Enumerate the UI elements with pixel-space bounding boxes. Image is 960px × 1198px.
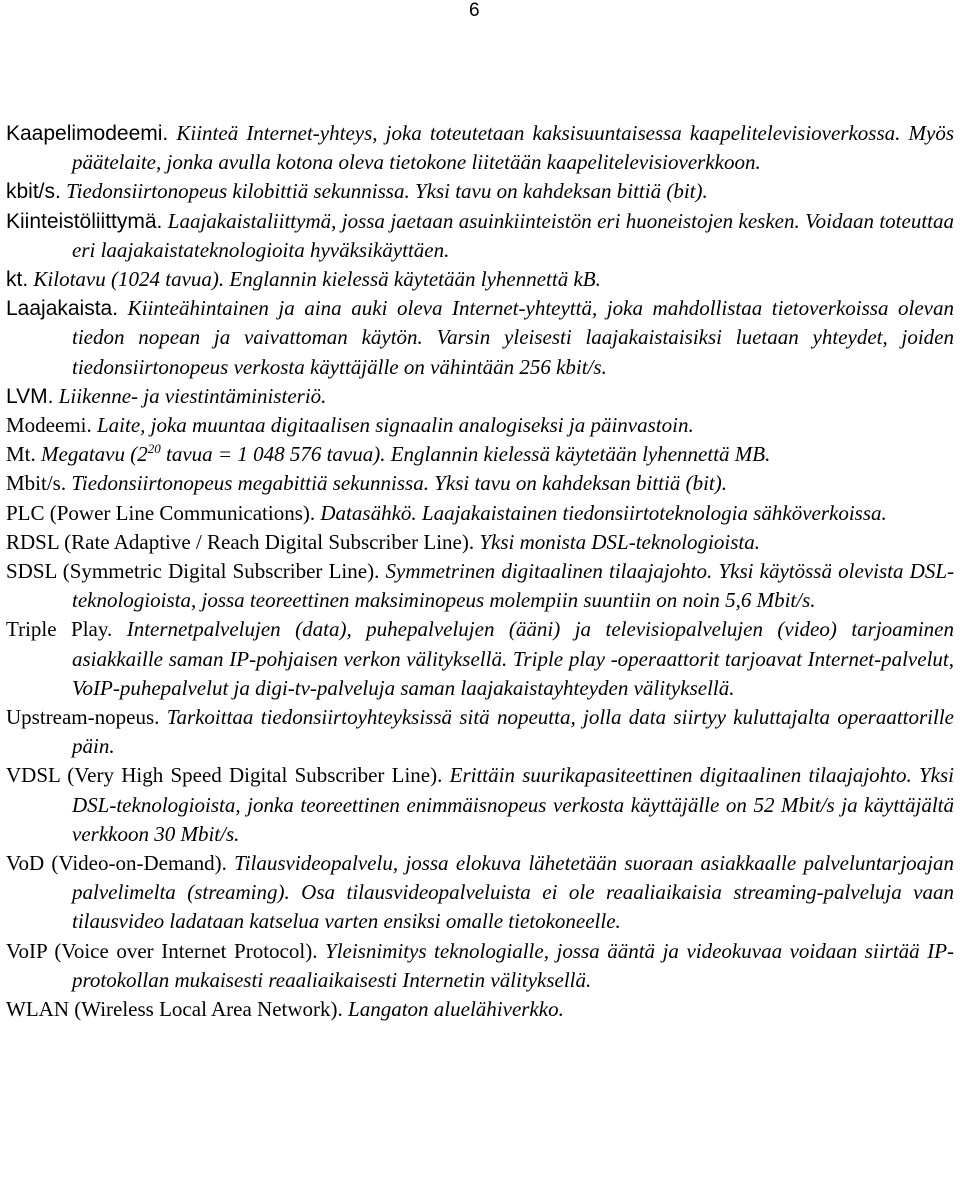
glossary-definition: Liikenne- ja viestintäministeriö.	[58, 383, 327, 408]
glossary-entry-laajakaista	[6, 294, 954, 382]
glossary-definition: Yleisnimitys teknologialle, jossa ääntä ja videokuvaa voidaan siirtää IP-protokollan mukaisesti reaaliaikaisesti Internetin välityksellä.	[72, 938, 955, 992]
glossary-term: Modeemi.	[6, 413, 92, 438]
glossary-definition: Laite, joka muuntaa digitaalisen signaalin analogiseksi ja päinvastoin.	[96, 413, 694, 438]
glossary-entry-kbits	[6, 177, 954, 206]
glossary-term: Upstream-nopeus.	[6, 705, 160, 730]
exponent: 20	[147, 441, 161, 457]
glossary-definition: Tilausvideopalvelu, jossa elokuva lähetetään suoraan asiakkaalle palveluntarjoajan palvelimelta (streaming). Osa tilausvideopalveluista ei ole reaaliaikaisia streaming-palveluja vaan tilausvideo ladataan katselua varten ensiksi omalle tietokoneelle.	[72, 851, 954, 934]
glossary-entry-vdsl	[6, 761, 954, 849]
glossary-definition: Tiedonsiirtonopeus kilobittiä sekunnissa. Yksi tavu on kahdeksan bittiä (bit).	[66, 179, 708, 204]
glossary-entry-wlan	[6, 995, 954, 1024]
glossary-entry-kaapelimodeemi	[6, 119, 954, 177]
glossary-term: kt.	[6, 268, 29, 292]
glossary-entry-sdsl	[6, 557, 954, 615]
glossary-term: WLAN (Wireless Local Area Network).	[6, 997, 343, 1022]
glossary-entry-rdsl	[6, 528, 954, 557]
definition-part: Megatavu (2	[41, 442, 148, 467]
glossary-term: Mbit/s.	[6, 471, 67, 496]
glossary-definition: Langaton aluelähiverkko.	[348, 997, 564, 1022]
glossary-entry-upstream-nopeus	[6, 703, 954, 761]
glossary-term: Triple Play.	[6, 617, 113, 642]
glossary-entry-vod	[6, 849, 954, 937]
glossary-entry-mt	[6, 440, 954, 469]
glossary-term: VoIP (Voice over Internet Protocol).	[6, 938, 318, 963]
glossary-definition: Tarkoittaa tiedonsiirtoyhteyksissä sitä nopeutta, jolla data siirtyy kuluttajalta operaattorille päin.	[72, 705, 954, 759]
glossary-definition: Laajakaistaliittymä, jossa jaetaan asuinkiinteistön eri huoneistojen kesken. Voidaan toteuttaa eri laajakaistateknologioita hyväksikäyttäen.	[72, 208, 954, 262]
glossary-definition: Kilotavu (1024 tavua). Englannin kielessä käytetään lyhennettä kB.	[33, 267, 601, 292]
glossary-term: Mt.	[6, 442, 36, 467]
glossary-entry-modeemi	[6, 411, 954, 440]
glossary-entry-kiinteistoliittyma	[6, 207, 954, 265]
definition-part: tavua = 1 048 576 tavua). Englannin kielessä käytetään lyhennettä MB.	[160, 442, 771, 467]
glossary-term: RDSL (Rate Adaptive / Reach Digital Subscriber Line).	[6, 529, 475, 554]
glossary-definition: Kiinteähintainen ja aina auki oleva Internet-yhteyttä, joka mahdollistaa tietoverkoissa olevan tiedon nopean ja vaivattoman käytön. Varsin yleisesti laajakaistaisiksi luetaan yhteydet, joiden tiedonsiirtonopeus verkosta käyttäjälle on vähintään 256 kbit/s.	[72, 296, 955, 379]
glossary-entry-lvm	[6, 382, 954, 411]
glossary-term: Kaapelimodeemi.	[6, 122, 169, 145]
glossary-definition: Internetpalvelujen (data), puhepalvelujen (ääni) ja televisiopalvelujen (video) tarjoaminen asiakkaille saman IP-pohjaisen verkon välityksellä. Triple play -operaattorit tarjoavat Internet-palvelut, VoIP-puhepalvelut ja digi-tv-palveluja saman laajakaistayhteyden välityksellä.	[72, 617, 954, 700]
glossary-term: PLC (Power Line Communications).	[6, 500, 316, 525]
glossary-list	[6, 119, 954, 1024]
glossary-definition: Tiedonsiirtonopeus megabittiä sekunnissa. Yksi tavu on kahdeksan bittiä (bit).	[71, 471, 727, 496]
glossary-entry-mbits	[6, 469, 954, 498]
glossary-term: LVM.	[6, 384, 54, 408]
glossary-term: Kiinteistöliittymä.	[6, 209, 163, 233]
glossary-definition: Datasähkö. Laajakaistainen tiedonsiirtoteknologia sähköverkoissa.	[320, 500, 887, 525]
glossary-definition: Kiinteä Internet-yhteys, joka toteutetaan kaksisuuntaisessa kaapelitelevisioverkossa. Myös päätelaite, jonka avulla kotona oleva tietokone liitetään kaapelitelevisioverkkoon.	[72, 121, 954, 175]
glossary-term: SDSL (Symmetric Digital Subscriber Line).	[6, 559, 380, 584]
glossary-term: Laajakaista.	[6, 297, 119, 321]
glossary-definition: Erittäin suurikapasiteettinen digitaalinen tilaajajohto. Yksi DSL-teknologioista, jonka teoreettinen enimmäisnopeus verkosta käyttäjälle on 52 Mbit/s ja käyttäjältä verkkoon 30 Mbit/s.	[72, 763, 955, 846]
glossary-entry-kt	[6, 265, 954, 294]
glossary-term: VDSL (Very High Speed Digital Subscriber Line).	[6, 763, 443, 788]
page-number: 6	[469, 0, 480, 21]
glossary-term: VoD (Video-on-Demand).	[6, 851, 227, 876]
glossary-definition: Yksi monista DSL-teknologioista.	[479, 529, 760, 554]
glossary-term: kbit/s.	[6, 180, 61, 204]
glossary-definition	[41, 442, 770, 466]
glossary-definition: Symmetrinen digitaalinen tilaajajohto. Yksi käytössä olevista DSL-teknologioista, jossa teoreettinen maksiminopeus molempiin suuntiin on noin 5,6 Mbit/s.	[72, 559, 954, 613]
glossary-entry-plc	[6, 499, 954, 528]
glossary-entry-voip	[6, 937, 954, 995]
glossary-entry-triple-play	[6, 615, 954, 703]
